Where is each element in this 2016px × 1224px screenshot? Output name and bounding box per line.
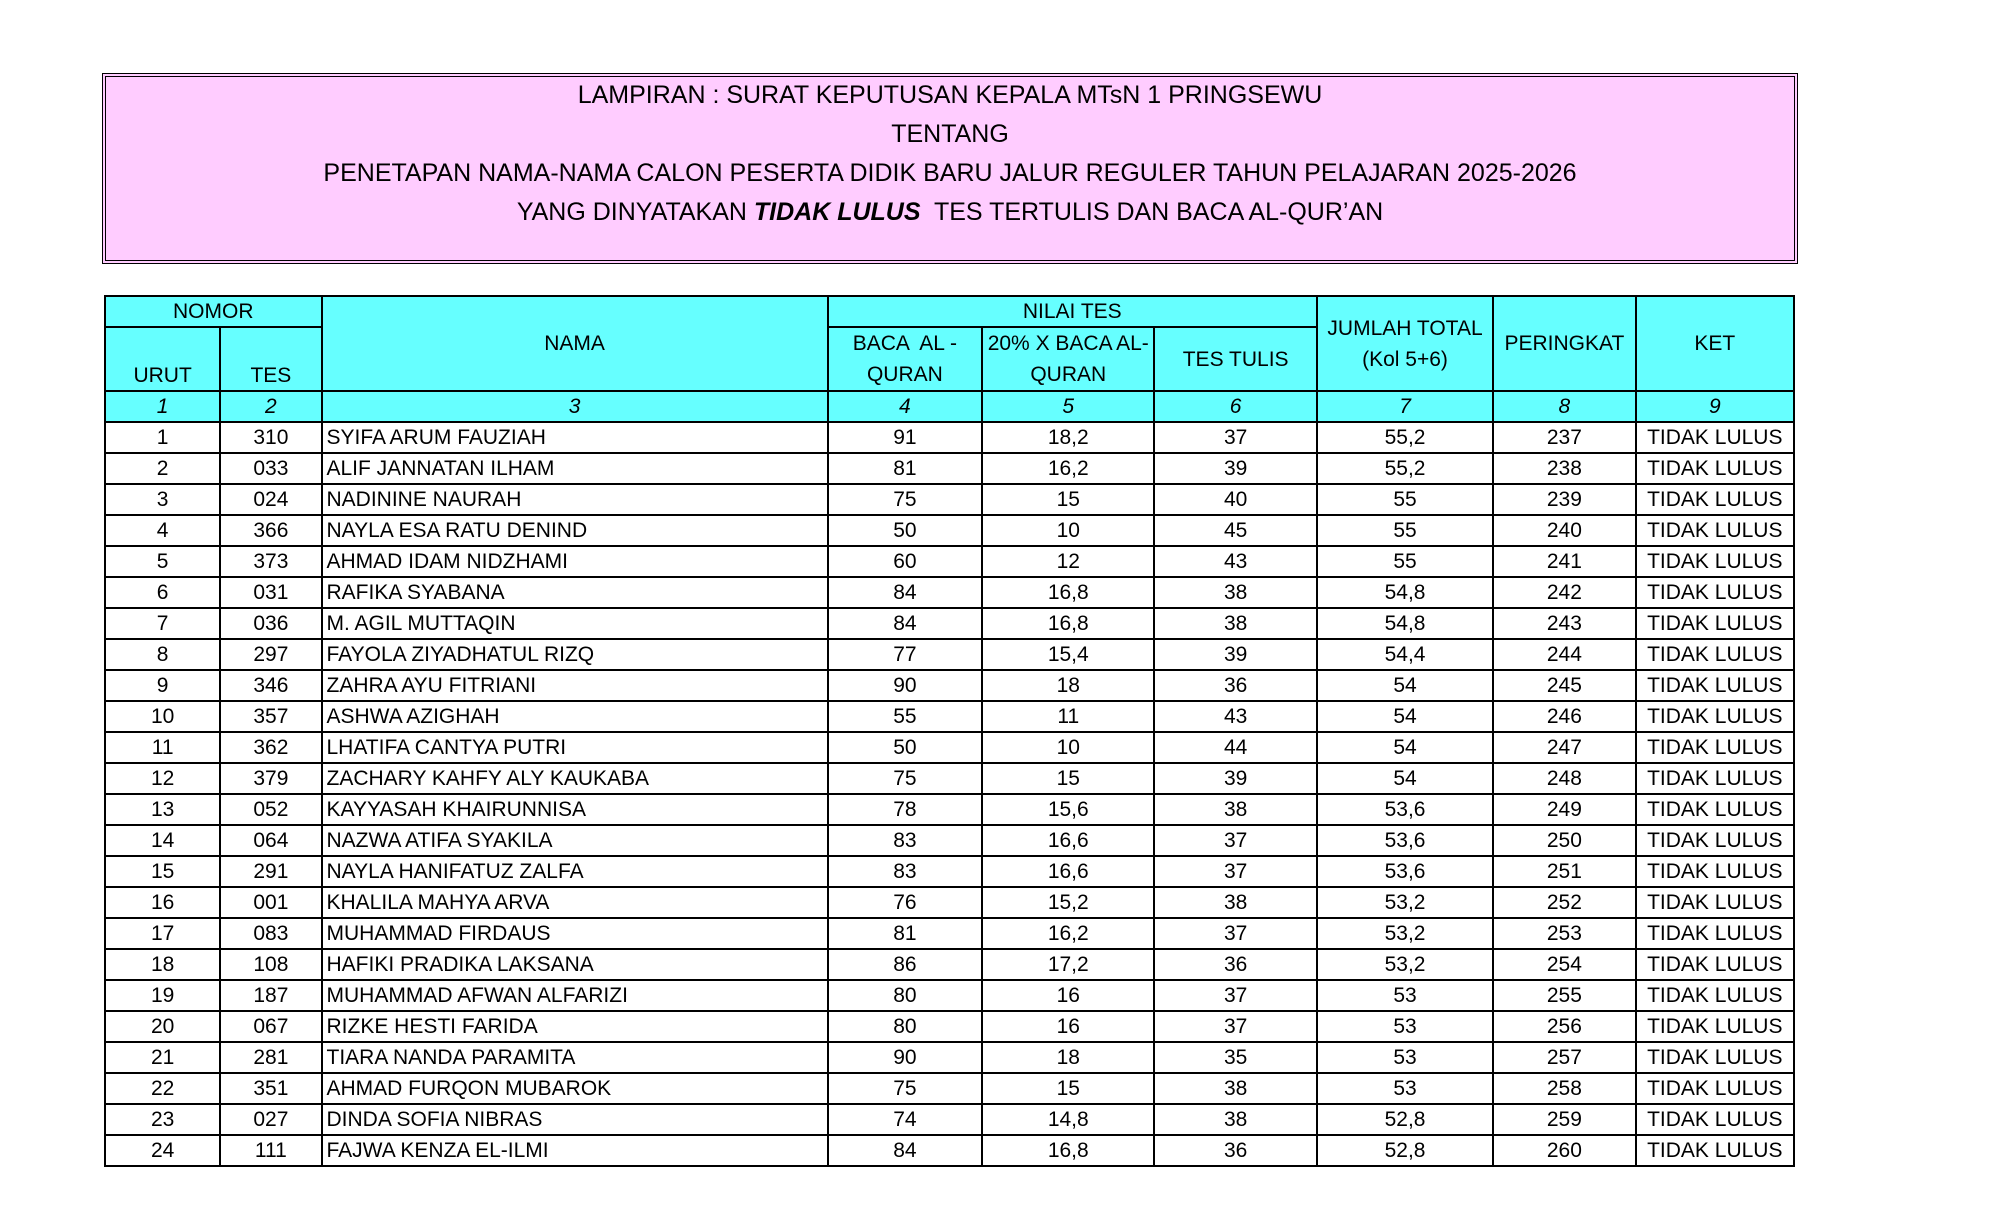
cell-tes-tulis: 37 — [1154, 825, 1316, 856]
header-nilai-tes: NILAI TES — [828, 296, 1317, 327]
cell-tes: 297 — [220, 639, 321, 670]
cell-jumlah: 53,2 — [1317, 949, 1493, 980]
cell-peringkat: 255 — [1493, 980, 1635, 1011]
cell-tes: 031 — [220, 577, 321, 608]
cell-20-persen: 10 — [982, 732, 1154, 763]
cell-ket: TIDAK LULUS — [1636, 856, 1794, 887]
cell-nama: DINDA SOFIA NIBRAS — [322, 1104, 828, 1135]
cell-ket: TIDAK LULUS — [1636, 515, 1794, 546]
cell-20-persen: 16,8 — [982, 608, 1154, 639]
cell-tes: 187 — [220, 980, 321, 1011]
cell-20-persen: 12 — [982, 546, 1154, 577]
cell-tes: 052 — [220, 794, 321, 825]
cell-peringkat: 259 — [1493, 1104, 1635, 1135]
cell-jumlah: 53 — [1317, 1011, 1493, 1042]
cell-ket: TIDAK LULUS — [1636, 1011, 1794, 1042]
cell-20-persen: 16,8 — [982, 1135, 1154, 1166]
header-peringkat: PERINGKAT — [1493, 296, 1635, 391]
cell-ket: TIDAK LULUS — [1636, 1073, 1794, 1104]
cell-ket: TIDAK LULUS — [1636, 763, 1794, 794]
cell-20-persen: 15 — [982, 1073, 1154, 1104]
cell-baca: 90 — [828, 670, 982, 701]
cell-nama: KAYYASAH KHAIRUNNISA — [322, 794, 828, 825]
cell-20-persen: 18 — [982, 670, 1154, 701]
cell-baca: 80 — [828, 1011, 982, 1042]
cell-20-persen: 16,2 — [982, 918, 1154, 949]
cell-ket: TIDAK LULUS — [1636, 422, 1794, 453]
cell-urut: 2 — [105, 453, 220, 484]
table-row — [105, 1073, 1794, 1104]
cell-nama: KHALILA MAHYA ARVA — [322, 887, 828, 918]
cell-tes: 024 — [220, 484, 321, 515]
cell-jumlah: 53,6 — [1317, 825, 1493, 856]
cell-ket: TIDAK LULUS — [1636, 732, 1794, 763]
cell-tes: 351 — [220, 1073, 321, 1104]
cell-baca: 86 — [828, 949, 982, 980]
cell-baca: 75 — [828, 484, 982, 515]
cell-20-persen: 11 — [982, 701, 1154, 732]
cell-tes-tulis: 40 — [1154, 484, 1316, 515]
cell-tes-tulis: 37 — [1154, 980, 1316, 1011]
cell-baca: 81 — [828, 453, 982, 484]
table-row — [105, 980, 1794, 1011]
cell-peringkat: 256 — [1493, 1011, 1635, 1042]
cell-peringkat: 243 — [1493, 608, 1635, 639]
cell-tes-tulis: 43 — [1154, 546, 1316, 577]
cell-tes: 036 — [220, 608, 321, 639]
header-line4-prefix: YANG DINYATAKAN — [516, 198, 754, 226]
table-row — [105, 639, 1794, 670]
cell-tes-tulis: 38 — [1154, 794, 1316, 825]
cell-jumlah: 55 — [1317, 515, 1493, 546]
cell-baca: 84 — [828, 1135, 982, 1166]
cell-baca: 60 — [828, 546, 982, 577]
header-baca-line1: BACA AL - — [852, 332, 957, 355]
table-row — [105, 732, 1794, 763]
cell-peringkat: 246 — [1493, 701, 1635, 732]
cell-baca: 75 — [828, 763, 982, 794]
header-line-tentang: TENTANG — [891, 120, 1009, 148]
column-number-row — [105, 391, 1794, 422]
cell-peringkat: 251 — [1493, 856, 1635, 887]
cell-nama: LHATIFA CANTYA PUTRI — [322, 732, 828, 763]
results-table — [104, 295, 1795, 1167]
header-line-lampiran: LAMPIRAN : SURAT KEPUTUSAN KEPALA MTsN 1 PRINGSEWU — [577, 81, 1323, 109]
column-number: 3 — [322, 391, 828, 422]
cell-peringkat: 252 — [1493, 887, 1635, 918]
cell-baca: 50 — [828, 732, 982, 763]
header-line-penetapan: PENETAPAN NAMA-NAMA CALON PESERTA DIDIK BARU JALUR REGULER TAHUN PELAJARAN 2025-2026 — [323, 159, 1577, 187]
cell-ket: TIDAK LULUS — [1636, 1104, 1794, 1135]
cell-ket: TIDAK LULUS — [1636, 794, 1794, 825]
cell-urut: 16 — [105, 887, 220, 918]
cell-tes-tulis: 39 — [1154, 639, 1316, 670]
table-row — [105, 546, 1794, 577]
cell-jumlah: 53,6 — [1317, 794, 1493, 825]
table-row — [105, 949, 1794, 980]
cell-tes: 108 — [220, 949, 321, 980]
header-jumlah-line2: (Kol 5+6) — [1362, 347, 1448, 371]
cell-20-persen: 16 — [982, 1011, 1154, 1042]
cell-tes: 379 — [220, 763, 321, 794]
header-nama: NAMA — [322, 296, 828, 391]
cell-ket: TIDAK LULUS — [1636, 546, 1794, 577]
cell-tes: 362 — [220, 732, 321, 763]
cell-jumlah: 54 — [1317, 701, 1493, 732]
header-20-line1: 20% X BACA AL- — [987, 332, 1149, 355]
cell-baca: 83 — [828, 825, 982, 856]
cell-20-persen: 16 — [982, 980, 1154, 1011]
cell-20-persen: 16,6 — [982, 856, 1154, 887]
cell-peringkat: 238 — [1493, 453, 1635, 484]
cell-nama: HAFIKI PRADIKA LAKSANA — [322, 949, 828, 980]
cell-tes: 111 — [220, 1135, 321, 1166]
table-row — [105, 825, 1794, 856]
cell-20-persen: 15 — [982, 484, 1154, 515]
cell-peringkat: 248 — [1493, 763, 1635, 794]
cell-ket: TIDAK LULUS — [1636, 484, 1794, 515]
cell-urut: 17 — [105, 918, 220, 949]
cell-tes: 027 — [220, 1104, 321, 1135]
cell-urut: 18 — [105, 949, 220, 980]
cell-20-persen: 15,6 — [982, 794, 1154, 825]
cell-tes-tulis: 36 — [1154, 1135, 1316, 1166]
table-row — [105, 763, 1794, 794]
cell-nama: SYIFA ARUM FAUZIAH — [322, 422, 828, 453]
header-line4-suffix: TES TERTULIS DAN BACA AL-QUR’AN — [920, 198, 1384, 226]
table-header — [105, 296, 1794, 422]
table-row — [105, 422, 1794, 453]
cell-jumlah: 54 — [1317, 763, 1493, 794]
cell-peringkat: 241 — [1493, 546, 1635, 577]
column-number: 2 — [220, 391, 321, 422]
column-number: 6 — [1154, 391, 1316, 422]
cell-peringkat: 257 — [1493, 1042, 1635, 1073]
table-body — [105, 422, 1794, 1166]
cell-urut: 15 — [105, 856, 220, 887]
cell-tes: 366 — [220, 515, 321, 546]
cell-tes-tulis: 37 — [1154, 422, 1316, 453]
header-20-line2: QURAN — [1030, 363, 1107, 386]
cell-urut: 19 — [105, 980, 220, 1011]
header-nomor: NOMOR — [105, 296, 322, 327]
cell-tes-tulis: 39 — [1154, 763, 1316, 794]
cell-tes: 064 — [220, 825, 321, 856]
cell-peringkat: 254 — [1493, 949, 1635, 980]
header-jumlah-total — [1317, 296, 1493, 391]
cell-ket: TIDAK LULUS — [1636, 1042, 1794, 1073]
cell-tes-tulis: 37 — [1154, 1011, 1316, 1042]
cell-urut: 8 — [105, 639, 220, 670]
cell-peringkat: 245 — [1493, 670, 1635, 701]
table-row — [105, 1135, 1794, 1166]
column-number: 1 — [105, 391, 220, 422]
cell-nama: ZAHRA AYU FITRIANI — [322, 670, 828, 701]
cell-baca: 76 — [828, 887, 982, 918]
column-number: 4 — [828, 391, 982, 422]
cell-urut: 4 — [105, 515, 220, 546]
header-line-tidak-lulus — [106, 197, 1794, 227]
cell-20-persen: 17,2 — [982, 949, 1154, 980]
cell-nama: MUHAMMAD AFWAN ALFARIZI — [322, 980, 828, 1011]
cell-nama: FAJWA KENZA EL-ILMI — [322, 1135, 828, 1166]
cell-urut: 12 — [105, 763, 220, 794]
cell-ket: TIDAK LULUS — [1636, 608, 1794, 639]
cell-peringkat: 244 — [1493, 639, 1635, 670]
cell-20-persen: 16,2 — [982, 453, 1154, 484]
table-row — [105, 701, 1794, 732]
cell-20-persen: 18 — [982, 1042, 1154, 1073]
cell-peringkat: 242 — [1493, 577, 1635, 608]
column-number: 9 — [1636, 391, 1794, 422]
cell-nama: FAYOLA ZIYADHATUL RIZQ — [322, 639, 828, 670]
table-row — [105, 608, 1794, 639]
cell-ket: TIDAK LULUS — [1636, 887, 1794, 918]
cell-ket: TIDAK LULUS — [1636, 825, 1794, 856]
table-row — [105, 887, 1794, 918]
cell-tes: 291 — [220, 856, 321, 887]
cell-ket: TIDAK LULUS — [1636, 701, 1794, 732]
cell-nama: NAYLA ESA RATU DENIND — [322, 515, 828, 546]
table-row — [105, 670, 1794, 701]
cell-jumlah: 54,4 — [1317, 639, 1493, 670]
cell-tes-tulis: 37 — [1154, 856, 1316, 887]
cell-ket: TIDAK LULUS — [1636, 577, 1794, 608]
cell-tes-tulis: 35 — [1154, 1042, 1316, 1073]
cell-ket: TIDAK LULUS — [1636, 980, 1794, 1011]
cell-baca: 50 — [828, 515, 982, 546]
cell-nama: NAYLA HANIFATUZ ZALFA — [322, 856, 828, 887]
cell-tes: 001 — [220, 887, 321, 918]
cell-baca: 81 — [828, 918, 982, 949]
cell-jumlah: 53,2 — [1317, 918, 1493, 949]
cell-jumlah: 54,8 — [1317, 577, 1493, 608]
table-row — [105, 1011, 1794, 1042]
cell-baca: 83 — [828, 856, 982, 887]
cell-nama: NAZWA ATIFA SYAKILA — [322, 825, 828, 856]
cell-nama: AHMAD IDAM NIDZHAMI — [322, 546, 828, 577]
cell-baca: 84 — [828, 577, 982, 608]
cell-baca: 74 — [828, 1104, 982, 1135]
cell-jumlah: 52,8 — [1317, 1135, 1493, 1166]
cell-nama: ASHWA AZIGHAH — [322, 701, 828, 732]
table-row — [105, 515, 1794, 546]
cell-tes: 346 — [220, 670, 321, 701]
table-row — [105, 1104, 1794, 1135]
cell-tes-tulis: 44 — [1154, 732, 1316, 763]
header-urut: URUT — [105, 327, 220, 391]
cell-ket: TIDAK LULUS — [1636, 453, 1794, 484]
header-ket: KET — [1636, 296, 1794, 391]
cell-peringkat: 237 — [1493, 422, 1635, 453]
table-row — [105, 484, 1794, 515]
cell-jumlah: 53,6 — [1317, 856, 1493, 887]
column-number: 5 — [982, 391, 1154, 422]
cell-jumlah: 54 — [1317, 670, 1493, 701]
cell-baca: 78 — [828, 794, 982, 825]
cell-tes: 310 — [220, 422, 321, 453]
cell-tes: 033 — [220, 453, 321, 484]
header-tes: TES — [220, 327, 321, 391]
cell-tes: 067 — [220, 1011, 321, 1042]
cell-peringkat: 249 — [1493, 794, 1635, 825]
table-row — [105, 794, 1794, 825]
cell-ket: TIDAK LULUS — [1636, 949, 1794, 980]
cell-tes-tulis: 45 — [1154, 515, 1316, 546]
cell-jumlah: 53 — [1317, 1042, 1493, 1073]
cell-baca: 77 — [828, 639, 982, 670]
cell-urut: 7 — [105, 608, 220, 639]
cell-jumlah: 55 — [1317, 546, 1493, 577]
cell-20-persen: 15,2 — [982, 887, 1154, 918]
table-row — [105, 1042, 1794, 1073]
cell-nama: ZACHARY KAHFY ALY KAUKABA — [322, 763, 828, 794]
cell-baca: 84 — [828, 608, 982, 639]
cell-tes-tulis: 38 — [1154, 608, 1316, 639]
cell-nama: M. AGIL MUTTAQIN — [322, 608, 828, 639]
cell-urut: 5 — [105, 546, 220, 577]
cell-urut: 1 — [105, 422, 220, 453]
cell-peringkat: 253 — [1493, 918, 1635, 949]
cell-urut: 10 — [105, 701, 220, 732]
cell-nama: MUHAMMAD FIRDAUS — [322, 918, 828, 949]
column-number: 8 — [1493, 391, 1635, 422]
cell-urut: 9 — [105, 670, 220, 701]
cell-tes: 357 — [220, 701, 321, 732]
cell-peringkat: 260 — [1493, 1135, 1635, 1166]
cell-20-persen: 16,8 — [982, 577, 1154, 608]
cell-tes-tulis: 36 — [1154, 949, 1316, 980]
header-jumlah-line1: JUMLAH TOTAL — [1327, 316, 1483, 340]
cell-peringkat: 258 — [1493, 1073, 1635, 1104]
cell-jumlah: 52,8 — [1317, 1104, 1493, 1135]
cell-20-persen: 16,6 — [982, 825, 1154, 856]
cell-baca: 75 — [828, 1073, 982, 1104]
cell-tes-tulis: 43 — [1154, 701, 1316, 732]
table-row — [105, 856, 1794, 887]
cell-baca: 80 — [828, 980, 982, 1011]
cell-urut: 20 — [105, 1011, 220, 1042]
cell-tes: 373 — [220, 546, 321, 577]
cell-jumlah: 55,2 — [1317, 453, 1493, 484]
header-baca-alquran — [828, 327, 982, 391]
header-20-persen — [982, 327, 1154, 391]
cell-baca: 90 — [828, 1042, 982, 1073]
cell-urut: 21 — [105, 1042, 220, 1073]
cell-urut: 3 — [105, 484, 220, 515]
cell-nama: RIZKE HESTI FARIDA — [322, 1011, 828, 1042]
cell-nama: AHMAD FURQON MUBAROK — [322, 1073, 828, 1104]
table-row — [105, 577, 1794, 608]
cell-tes: 083 — [220, 918, 321, 949]
cell-urut: 22 — [105, 1073, 220, 1104]
cell-peringkat: 240 — [1493, 515, 1635, 546]
cell-ket: TIDAK LULUS — [1636, 918, 1794, 949]
table-row — [105, 918, 1794, 949]
cell-tes-tulis: 37 — [1154, 918, 1316, 949]
cell-20-persen: 14,8 — [982, 1104, 1154, 1135]
cell-nama: ALIF JANNATAN ILHAM — [322, 453, 828, 484]
cell-nama: TIARA NANDA PARAMITA — [322, 1042, 828, 1073]
cell-20-persen: 15,4 — [982, 639, 1154, 670]
cell-urut: 6 — [105, 577, 220, 608]
cell-peringkat: 250 — [1493, 825, 1635, 856]
document-header — [102, 73, 1798, 264]
cell-tes-tulis: 39 — [1154, 453, 1316, 484]
cell-peringkat: 247 — [1493, 732, 1635, 763]
header-baca-line2: QURAN — [866, 363, 943, 386]
cell-ket: TIDAK LULUS — [1636, 1135, 1794, 1166]
cell-tes-tulis: 38 — [1154, 1104, 1316, 1135]
cell-baca: 91 — [828, 422, 982, 453]
cell-peringkat: 239 — [1493, 484, 1635, 515]
cell-urut: 14 — [105, 825, 220, 856]
cell-tes-tulis: 38 — [1154, 577, 1316, 608]
cell-tes-tulis: 38 — [1154, 887, 1316, 918]
cell-tes-tulis: 38 — [1154, 1073, 1316, 1104]
cell-jumlah: 55 — [1317, 484, 1493, 515]
column-number: 7 — [1317, 391, 1493, 422]
cell-jumlah: 53 — [1317, 980, 1493, 1011]
cell-jumlah: 54 — [1317, 732, 1493, 763]
header-tes-tulis: TES TULIS — [1154, 327, 1316, 391]
cell-tes: 281 — [220, 1042, 321, 1073]
cell-20-persen: 15 — [982, 763, 1154, 794]
cell-20-persen: 10 — [982, 515, 1154, 546]
cell-ket: TIDAK LULUS — [1636, 639, 1794, 670]
cell-jumlah: 54,8 — [1317, 608, 1493, 639]
cell-baca: 55 — [828, 701, 982, 732]
cell-urut: 11 — [105, 732, 220, 763]
cell-jumlah: 53,2 — [1317, 887, 1493, 918]
cell-ket: TIDAK LULUS — [1636, 670, 1794, 701]
cell-urut: 23 — [105, 1104, 220, 1135]
cell-urut: 13 — [105, 794, 220, 825]
cell-nama: RAFIKA SYABANA — [322, 577, 828, 608]
cell-nama: NADININE NAURAH — [322, 484, 828, 515]
cell-urut: 24 — [105, 1135, 220, 1166]
cell-20-persen: 18,2 — [982, 422, 1154, 453]
table-row — [105, 453, 1794, 484]
cell-jumlah: 55,2 — [1317, 422, 1493, 453]
header-line4-emphasis: TIDAK LULUS — [753, 198, 921, 226]
cell-jumlah: 53 — [1317, 1073, 1493, 1104]
cell-tes-tulis: 36 — [1154, 670, 1316, 701]
